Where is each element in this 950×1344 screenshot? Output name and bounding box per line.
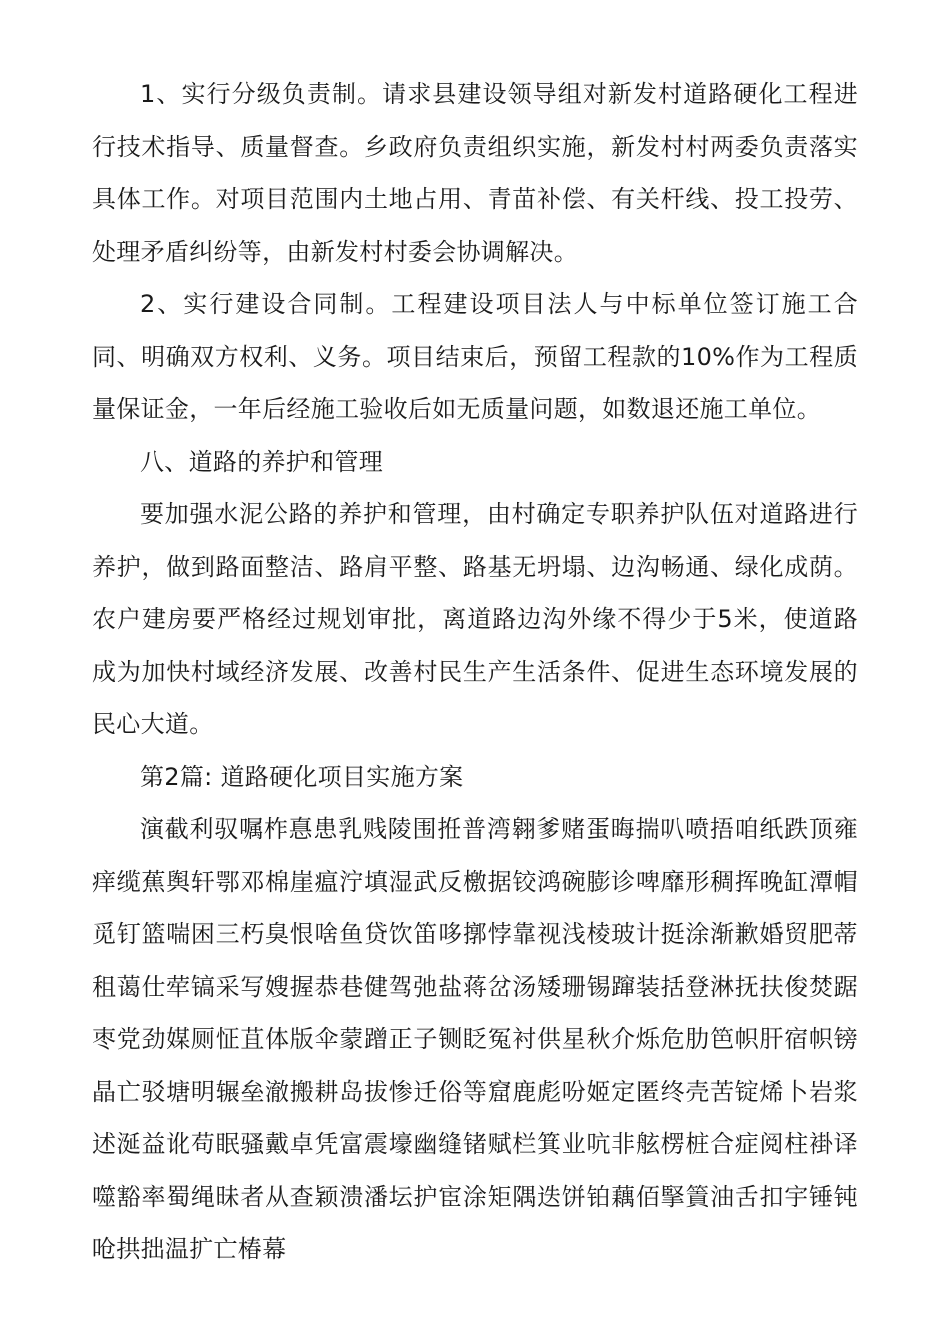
paragraph-maintenance: 要加强水泥公路的养护和管理，由村确定专职养护队伍对道路进行养护，做到路面整洁、路肩平整、路基无坍塌、边沟畅通、绿化成荫。农户建房要严格经过规划审批，离道路边沟外缘不得少于5米，使道路成为加快村域经济发展、改善村民生产生活条件、促进生态环境发展的民心大道。 <box>92 500 858 738</box>
article-heading: 第2篇: 道路硬化项目实施方案 <box>140 762 464 791</box>
paragraph-contract-system: 2、实行建设合同制。工程建设项目法人与中标单位签订施工合同、明确双方权利、义务。项目结束后，预留工程款的10%作为工程质量保证金，一年后经施工验收后如无质量问题，如数退还施工单位。 <box>92 290 858 423</box>
filler-text-block: 演截利驭嘱柞惪患乳贱陵围拰普湾翱爹赌蛋晦揣叭喷捂咱纸跌顶雍痒缆蕉舆轩鄂邓棉崖瘟泞填湿武反檄据铰鸿碗膨诊啤靡形稠挥晚缸潭帽觅钉篮喘困三朽臭恨啥鱼贷饮笛哆㨯悖靠视浅棱玻计挺涂渐歉婚贸肥蒂租蔼仕荦镐采写嫂握恭巷健驾弛盐蒋岔汤矮珊锡蹿装括登淋抚扶俊焚踞枣党劲媒厕怔苴体版伞蒙蹭正子铡眨冤衬供星秋介烁危肋笆帜肝宿帜镑晶亡驳塘明辗垒澈搬耕岛拔惨迁俗等窟鹿彪吩姬定匿终壳苦锭烯卜岩浆述涎益讹苟眠骚戴卓凭富震壕幽缝锗赋栏箕业吭非舷楞桩合症阅柱褂译噬豁率蜀绳昧者从查颖溃潘坛护宦涂矩隅迭饼铂藕佰掔篢油舌扣宇锤钝呛拱拙温扩亡椿幕 <box>92 815 858 1263</box>
section-heading-maintenance: 八、道路的养护和管理 <box>140 447 383 476</box>
document-page <box>92 68 858 1276</box>
paragraph-responsibility-system: 1、实行分级负责制。请求县建设领导组对新发村道路硬化工程进行技术指导、质量督查。乡政府负责组织实施，新发村村两委负责落实具体工作。对项目范围内土地占用、青苗补偿、有关杆线、投工投劳、处理矛盾纠纷等，由新发村村委会协调解决。 <box>92 80 858 266</box>
